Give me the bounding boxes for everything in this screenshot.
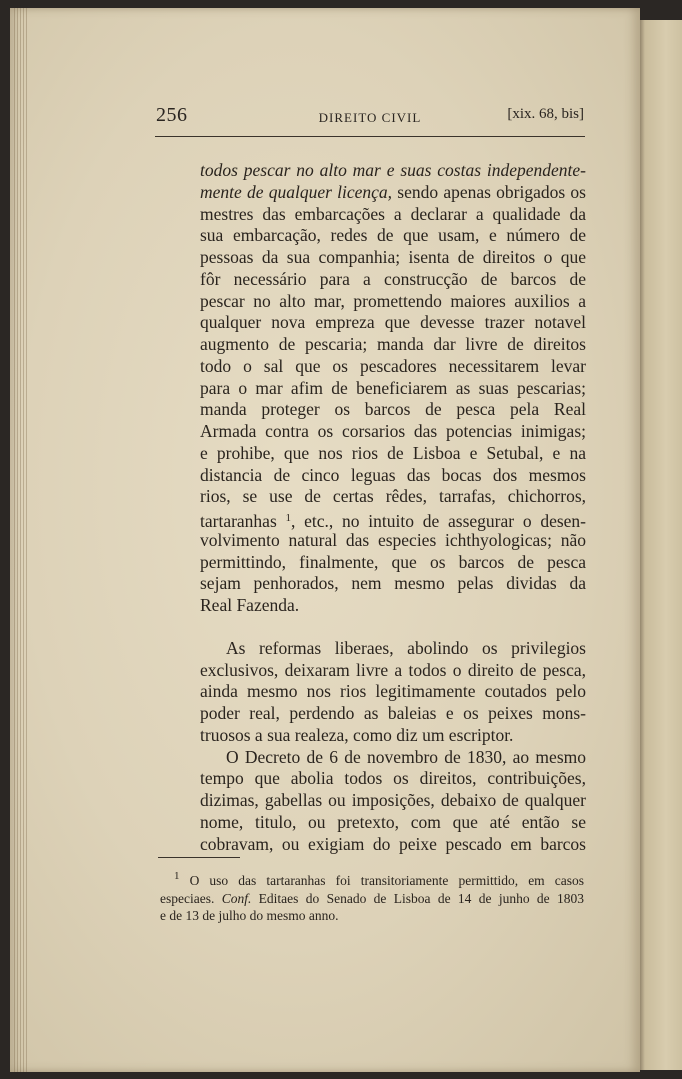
text-line: tempo que abolia todos os direitos, contribuições, (200, 768, 586, 789)
text-line: distancia de cinco leguas das bocas dos mesmos (200, 464, 586, 485)
footnotes (160, 868, 584, 925)
section-reference: [xix. 68, bis] (507, 106, 584, 122)
text-line: As reformas liberaes, abolindo os privilegios (226, 637, 586, 658)
text-run: sendo apenas obrigados os (392, 181, 586, 202)
text-line: para o mar afim de beneficiarem as suas pescarias; (200, 377, 586, 398)
text-line: ainda mesmo nos rios legitimamente coutados pelo (200, 681, 586, 702)
body-text (200, 160, 586, 855)
text-line: pescar no alto mar, promettendo maiores auxilios a (200, 290, 586, 311)
footnote-rule (158, 857, 240, 858)
text-line: todo o sal que os pescadores necessitarem levar (200, 355, 586, 376)
text-line: augmento de pescaria; manda dar livre de direitos (200, 334, 586, 354)
text-run: especiaes. (160, 890, 222, 906)
italic-text: mente de qualquer licença, (200, 181, 393, 202)
text-line: exclusivos, deixaram livre a todos o direito de pesca, (200, 659, 586, 680)
paragraph-spacer (200, 617, 586, 638)
paragraph-1 (200, 160, 586, 617)
text-line: permittindo, finalmente, que os barcos de pesca (200, 551, 586, 572)
footnote-line (160, 868, 584, 890)
text-line: rios, se use de certas rêdes, tarrafas, chichorros, (200, 486, 586, 507)
text-line: sejam penhorados, nem mesmo pelas dividas da (200, 573, 586, 594)
text-run: tartaranhas (200, 511, 286, 531)
text-line (200, 508, 586, 530)
text-line: truosos a sua realeza, como diz um escriptor. (200, 724, 514, 745)
paragraph-2 (200, 638, 586, 747)
text-line (200, 182, 586, 204)
text-run: , etc., no intuito de assegurar o desen- (291, 511, 586, 531)
text-line: sua embarcação, redes de que usam, e número de (200, 225, 586, 246)
text-line (200, 160, 586, 182)
text-line: volvimento natural das especies ichthyologicas; não (200, 529, 586, 550)
text-run: O uso das tartaranhas foi transitoriamente permittido, em casos (189, 873, 585, 888)
text-line: Armada contra os corsarios das potencias inimigas; (200, 421, 586, 441)
paragraph-3 (200, 747, 586, 856)
text-line: O Decreto de 6 de novembro de 1830, ao mesmo (226, 746, 586, 767)
text-line: nome, titulo, ou pretexto, com que até então se (200, 811, 586, 832)
page-number: 256 (156, 104, 188, 126)
footnote-reference[interactable]: 1 (285, 512, 292, 524)
text-run: Editaes do Senado de Lisboa de 14 de junho de 1803 (251, 890, 584, 906)
text-line: mestres das embarcações a declarar a qualidade da (200, 203, 586, 224)
footnote-line: e de 13 de julho do mesmo anno. (160, 908, 339, 923)
text-line: dizimas, gabellas ou imposições, debaixo de qualquer (200, 790, 586, 810)
text-line: Real Fazenda. (200, 595, 300, 615)
footnote-line (160, 890, 584, 908)
header-rule (155, 136, 585, 137)
text-line: manda proteger os barcos de pesca pela Real (200, 399, 586, 420)
text-line: e prohibe, que nos rios de Lisboa e Setubal, e na (200, 442, 586, 463)
text-line: fôr necessário para a construcção de barcos de (200, 268, 586, 289)
page-header (156, 104, 584, 134)
running-title: DIREITO CIVIL (318, 110, 422, 125)
text-line: poder real, perdendo as baleias e os peixes mons- (200, 703, 586, 723)
text-line: pessoas da sua companhia; isenta de direitos o que (200, 247, 586, 267)
italic-text: Conf. (221, 890, 252, 906)
italic-text: todos pescar no alto mar e suas costas independente- (200, 160, 586, 180)
facing-page-edge (636, 20, 682, 1070)
footnote-marker: 1 (174, 870, 180, 882)
page-gutter (14, 8, 28, 1072)
text-line: qualquer nova empreza que devesse trazer notavel (200, 312, 586, 333)
text-line: cobravam, ou exigiam do peixe pescado em barcos (200, 833, 586, 854)
